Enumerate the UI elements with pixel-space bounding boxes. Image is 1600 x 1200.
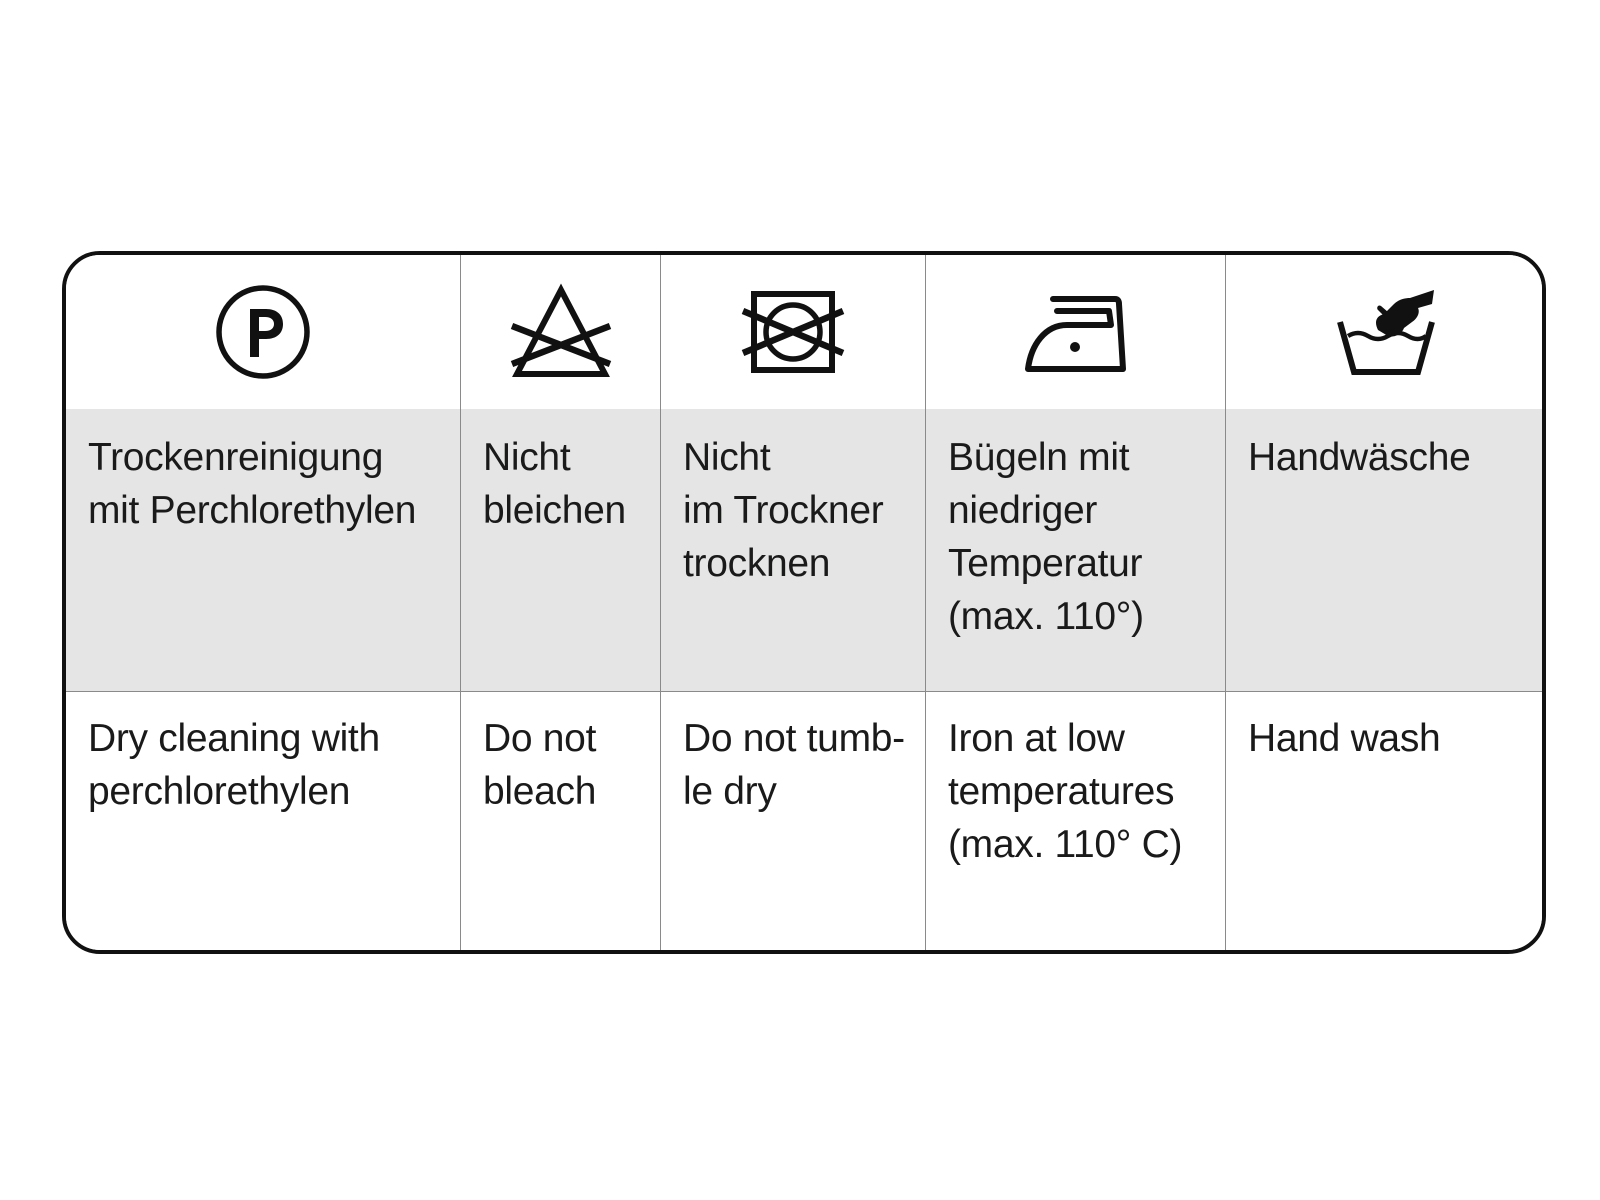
english-label: Do not bleach (483, 717, 597, 813)
symbol-cell-iron (925, 255, 1225, 409)
english-cell-iron (925, 692, 1225, 954)
symbol-row (66, 255, 1542, 409)
german-label: Handwäsche (1248, 436, 1471, 479)
german-label: Trockenreinigung mit Perchlorethylen (88, 436, 417, 532)
german-cell-dry-clean (66, 409, 460, 691)
symbol-cell-dry-clean (66, 255, 460, 409)
english-label: Dry cleaning with perchlorethylen (88, 717, 380, 813)
english-label: Do not tumb- le dry (683, 717, 905, 813)
care-symbol-table (62, 251, 1546, 954)
do-not-tumble-dry-icon (741, 289, 845, 375)
dry-clean-p-icon (213, 282, 313, 382)
german-label: Bügeln mit niedriger Temperatur (max. 110°) (948, 436, 1144, 638)
german-cell-no-bleach (460, 409, 660, 691)
english-label: Hand wash (1248, 717, 1441, 760)
symbol-cell-no-tumble-dry (660, 255, 925, 409)
german-label: Nicht im Trockner trocknen (683, 436, 884, 585)
iron-low-temperature-icon (1023, 289, 1129, 375)
symbol-cell-hand-wash (1225, 255, 1546, 409)
german-cell-no-tumble-dry (660, 409, 925, 691)
german-label: Nicht bleichen (483, 436, 626, 532)
german-cell-hand-wash (1225, 409, 1546, 691)
english-cell-no-bleach (460, 692, 660, 954)
hand-wash-icon (1334, 286, 1438, 378)
english-cell-no-tumble-dry (660, 692, 925, 954)
english-row (66, 691, 1542, 954)
german-row (66, 409, 1542, 691)
symbol-cell-no-bleach (460, 255, 660, 409)
do-not-bleach-icon (506, 282, 616, 382)
english-cell-dry-clean (66, 692, 460, 954)
german-cell-iron (925, 409, 1225, 691)
english-cell-hand-wash (1225, 692, 1546, 954)
english-label: Iron at low temperatures (max. 110° C) (948, 717, 1183, 866)
